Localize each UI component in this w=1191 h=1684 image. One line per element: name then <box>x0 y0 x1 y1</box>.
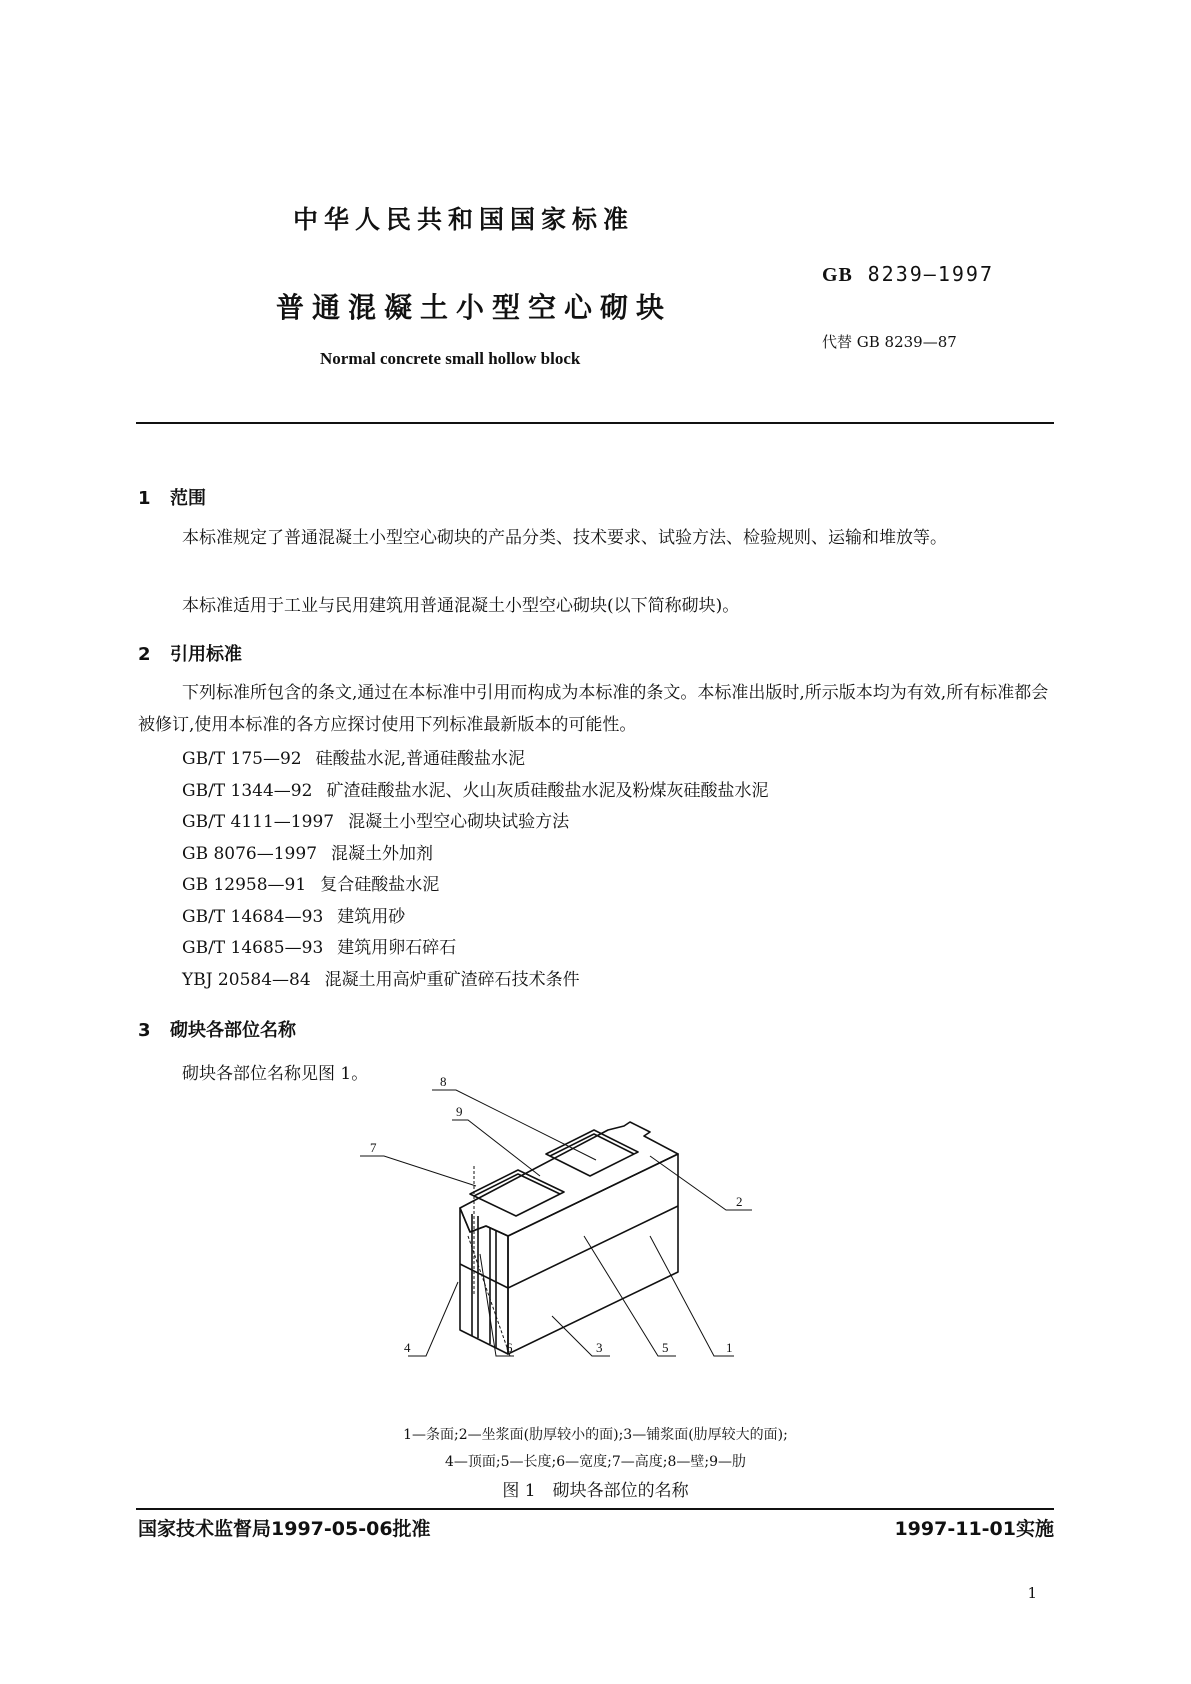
approval-note: 国家技术监督局1997-05-06批准 <box>138 1518 431 1540</box>
reference-item <box>182 776 768 808</box>
section-number: 2 <box>138 644 151 665</box>
reference-code: GB/T 14685—93 <box>182 938 324 958</box>
standard-organization: 中华人民共和国国家标准 <box>293 205 635 234</box>
reference-name: 混凝土小型空心砌块试验方法 <box>348 812 570 832</box>
block-seam-line <box>460 1206 678 1288</box>
reference-code: YBJ 20584—84 <box>182 969 311 990</box>
hollow-core <box>470 1170 564 1216</box>
section-1-paragraph-1: 本标准规定了普通混凝土小型空心砌块的产品分类、技术要求、试验方法、检验规则、运输和堆放等。 <box>182 528 947 548</box>
leader-line-1 <box>650 1236 734 1356</box>
reference-name: 混凝土外加剂 <box>331 843 434 864</box>
section-number: 3 <box>138 1020 151 1041</box>
figure-label-1: 1 <box>726 1340 733 1355</box>
leader-line-7 <box>360 1156 476 1186</box>
reference-item <box>182 933 768 965</box>
reference-name: 混凝土用高炉重矿渣碎石技术条件 <box>324 969 580 990</box>
figure-legend-line-2: 4—顶面;5—长度;6—宽度;7—高度;8—壁;9—肋 <box>444 1454 747 1470</box>
standard-code-number: 8239—1997 <box>867 262 994 286</box>
figure-label-2: 2 <box>736 1194 743 1209</box>
reference-item <box>182 839 768 871</box>
figure-label-3: 3 <box>596 1340 603 1355</box>
page-number: 1 <box>1027 1584 1037 1602</box>
figure-label-6: 6 <box>506 1340 513 1355</box>
block-diagram <box>360 1074 820 1426</box>
figure-label-5: 5 <box>662 1340 669 1355</box>
top-divider <box>136 422 1054 424</box>
standard-code <box>822 262 994 287</box>
section-2-heading <box>138 640 242 666</box>
section-1-paragraph-2: 本标准适用于工业与民用建筑用普通混凝土小型空心砌块(以下简称砌块)。 <box>182 596 740 616</box>
effective-date: 1997-11-01实施 <box>894 1518 1054 1540</box>
reference-item <box>182 744 768 776</box>
reference-code: GB/T 4111—1997 <box>182 812 335 832</box>
figure-legend-line-1: 1—条面;2—坐浆面(肋厚较小的面);3—铺浆面(肋厚较大的面); <box>403 1427 788 1443</box>
section-title: 引用标准 <box>170 644 242 665</box>
reference-name: 硅酸盐水泥,普通硅酸盐水泥 <box>315 749 526 769</box>
standard-code-prefix: GB <box>822 264 853 286</box>
reference-name: 建筑用砂 <box>337 906 406 927</box>
leader-line-9 <box>452 1120 540 1176</box>
leader-line-4 <box>408 1282 458 1356</box>
reference-item <box>182 870 768 902</box>
standard-title-english: Normal concrete small hollow block <box>320 349 581 368</box>
figure-label-9: 9 <box>456 1104 463 1119</box>
section-1-heading <box>138 484 206 510</box>
reference-item <box>182 902 768 934</box>
reference-name: 建筑用卵石碎石 <box>337 938 457 958</box>
reference-code: GB/T 175—92 <box>182 749 302 769</box>
section-number: 1 <box>138 488 151 509</box>
reference-code: GB 12958—91 <box>182 875 307 895</box>
figure-label-4: 4 <box>404 1340 411 1355</box>
bottom-divider <box>136 1508 1054 1510</box>
reference-list <box>182 744 768 996</box>
section-2-paragraph-1: 下列标准所包含的条文,通过在本标准中引用而构成为本标准的条文。本标准出版时,所示版本均为有效,所有标准都会被修订,使用本标准的各方应探讨使用下列标准最新版本的可能性。 <box>138 683 1049 735</box>
reference-name: 复合硅酸盐水泥 <box>320 875 440 895</box>
reference-code: GB/T 14684—93 <box>182 906 324 927</box>
section-3-paragraph-1: 砌块各部位名称见图 1。 <box>182 1064 369 1084</box>
figure-label-7: 7 <box>370 1140 377 1155</box>
replaces-note: 代替 GB 8239—87 <box>822 333 957 351</box>
section-title: 砌块各部位名称 <box>170 1020 296 1041</box>
reference-name: 矿渣硅酸盐水泥、火山灰质硅酸盐水泥及粉煤灰硅酸盐水泥 <box>326 780 769 801</box>
figure-caption: 图 1 砌块各部位的名称 <box>502 1481 689 1501</box>
hollow-core <box>546 1130 638 1176</box>
block-side-face <box>508 1154 678 1354</box>
reference-code: GB 8076—1997 <box>182 843 318 864</box>
section-3-heading <box>138 1016 296 1042</box>
reference-code: GB/T 1344—92 <box>182 780 313 801</box>
figure-label-8: 8 <box>440 1074 447 1089</box>
standard-title: 普通混凝土小型空心砌块 <box>276 291 673 324</box>
section-title: 范围 <box>170 488 206 509</box>
reference-item <box>182 965 768 997</box>
reference-item <box>182 807 768 839</box>
